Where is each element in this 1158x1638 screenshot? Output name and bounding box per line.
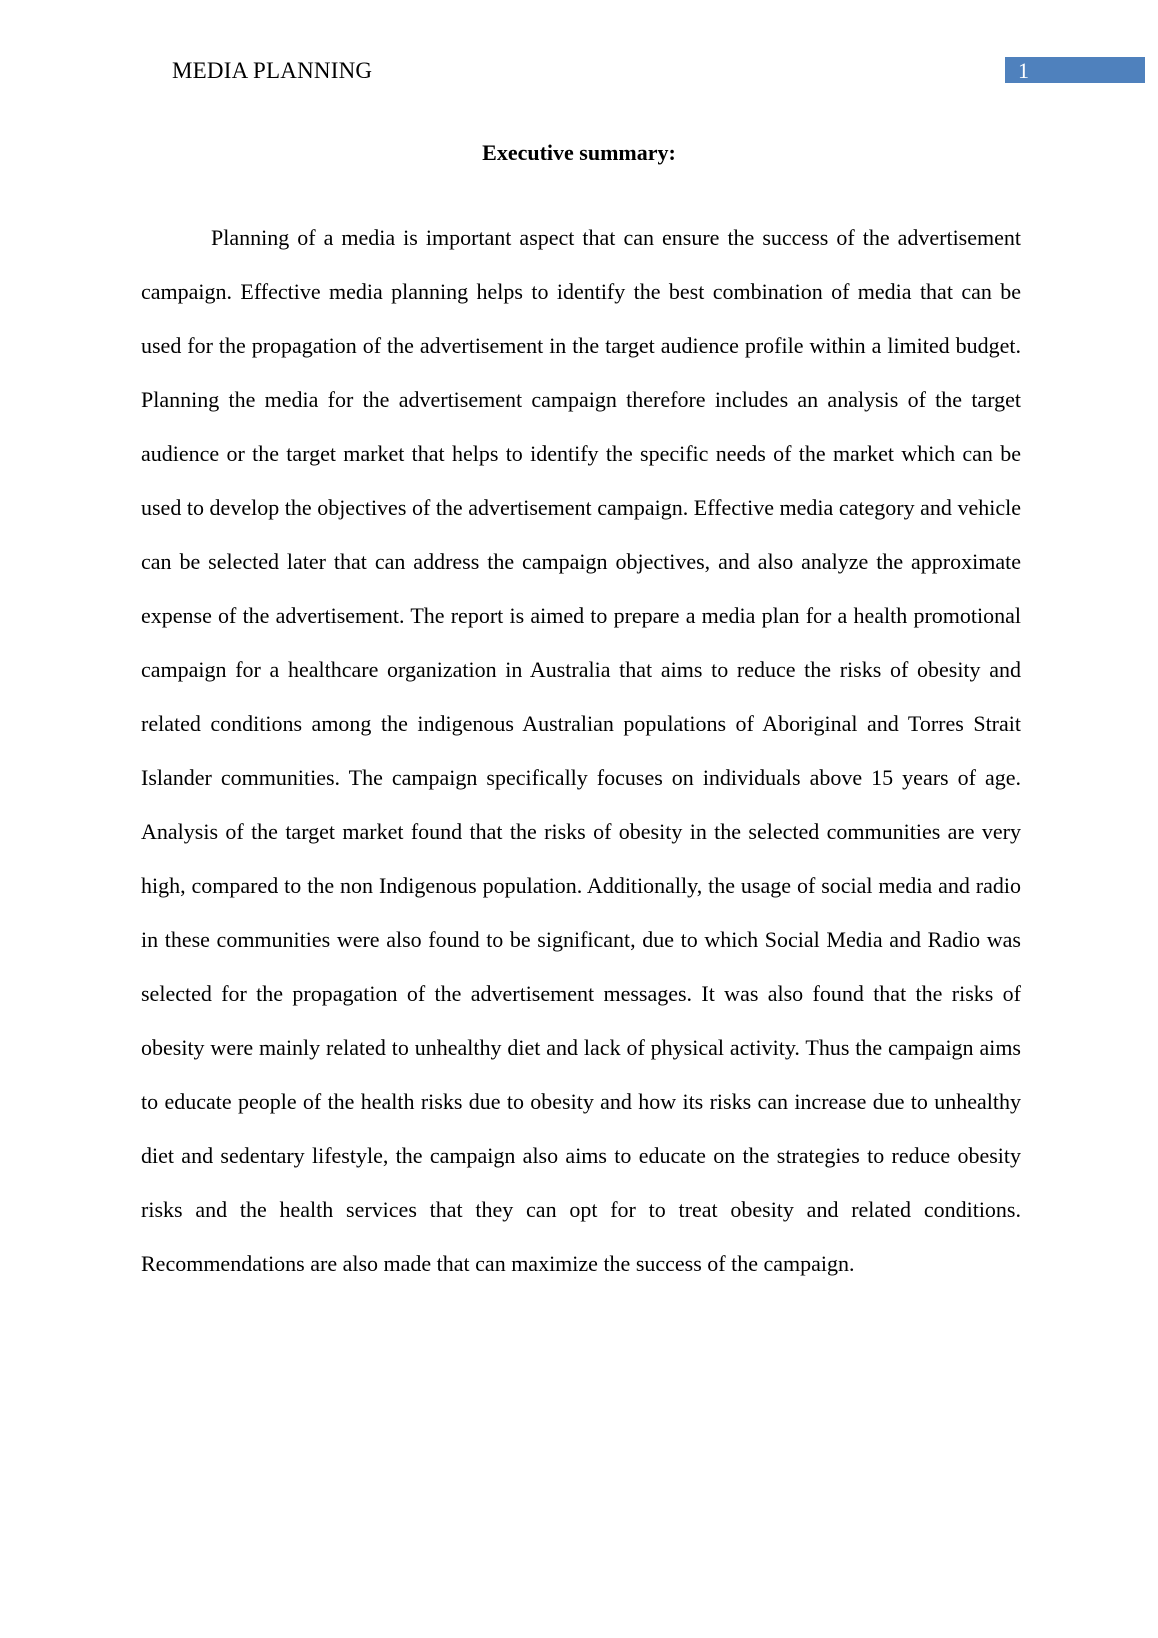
page-number-badge <box>1005 57 1145 83</box>
page-number: 1 <box>1018 58 1029 83</box>
body-paragraph: Planning of a media is important aspect that can ensure the success of the advertisement campaign. Effective media planning helps to identify the best combination of media that can be used for the propagation of the advertisement in the target audience profile within a limited budget. Planning the media for the advertisement campaign therefore includes an analysis of the target audience or the target market that helps to identify the specific needs of the market which can be used to develop the objectives of the advertisement campaign. Effective media category and vehicle can be selected later that can address the campaign objectives, and also analyze the approximate expense of the advertisement. The report is aimed to prepare a media plan for a health promotional campaign for a healthcare organization in Australia that aims to reduce the risks of obesity and related conditions among the indigenous Australian populations of Aboriginal and Torres Strait Islander communities. The campaign specifically focuses on individuals above 15 years of age. Analysis of the target market found that the risks of obesity in the selected communities are very high, compared to the non Indigenous population. Additionally, the usage of social media and radio in these communities were also found to be significant, due to which Social Media and Radio was selected for the propagation of the advertisement messages. It was also found that the risks of obesity were mainly related to unhealthy diet and lack of physical activity. Thus the campaign aims to educate people of the health risks due to obesity and how its risks can increase due to unhealthy diet and sedentary lifestyle, the campaign also aims to educate on the strategies to reduce obesity risks and the health services that they can opt for to treat obesity and related conditions. Recommendations are also made that can maximize the success of the campaign. <box>141 225 1021 1276</box>
section-heading: Executive summary: <box>482 140 676 165</box>
running-header-title: MEDIA PLANNING <box>172 58 373 83</box>
